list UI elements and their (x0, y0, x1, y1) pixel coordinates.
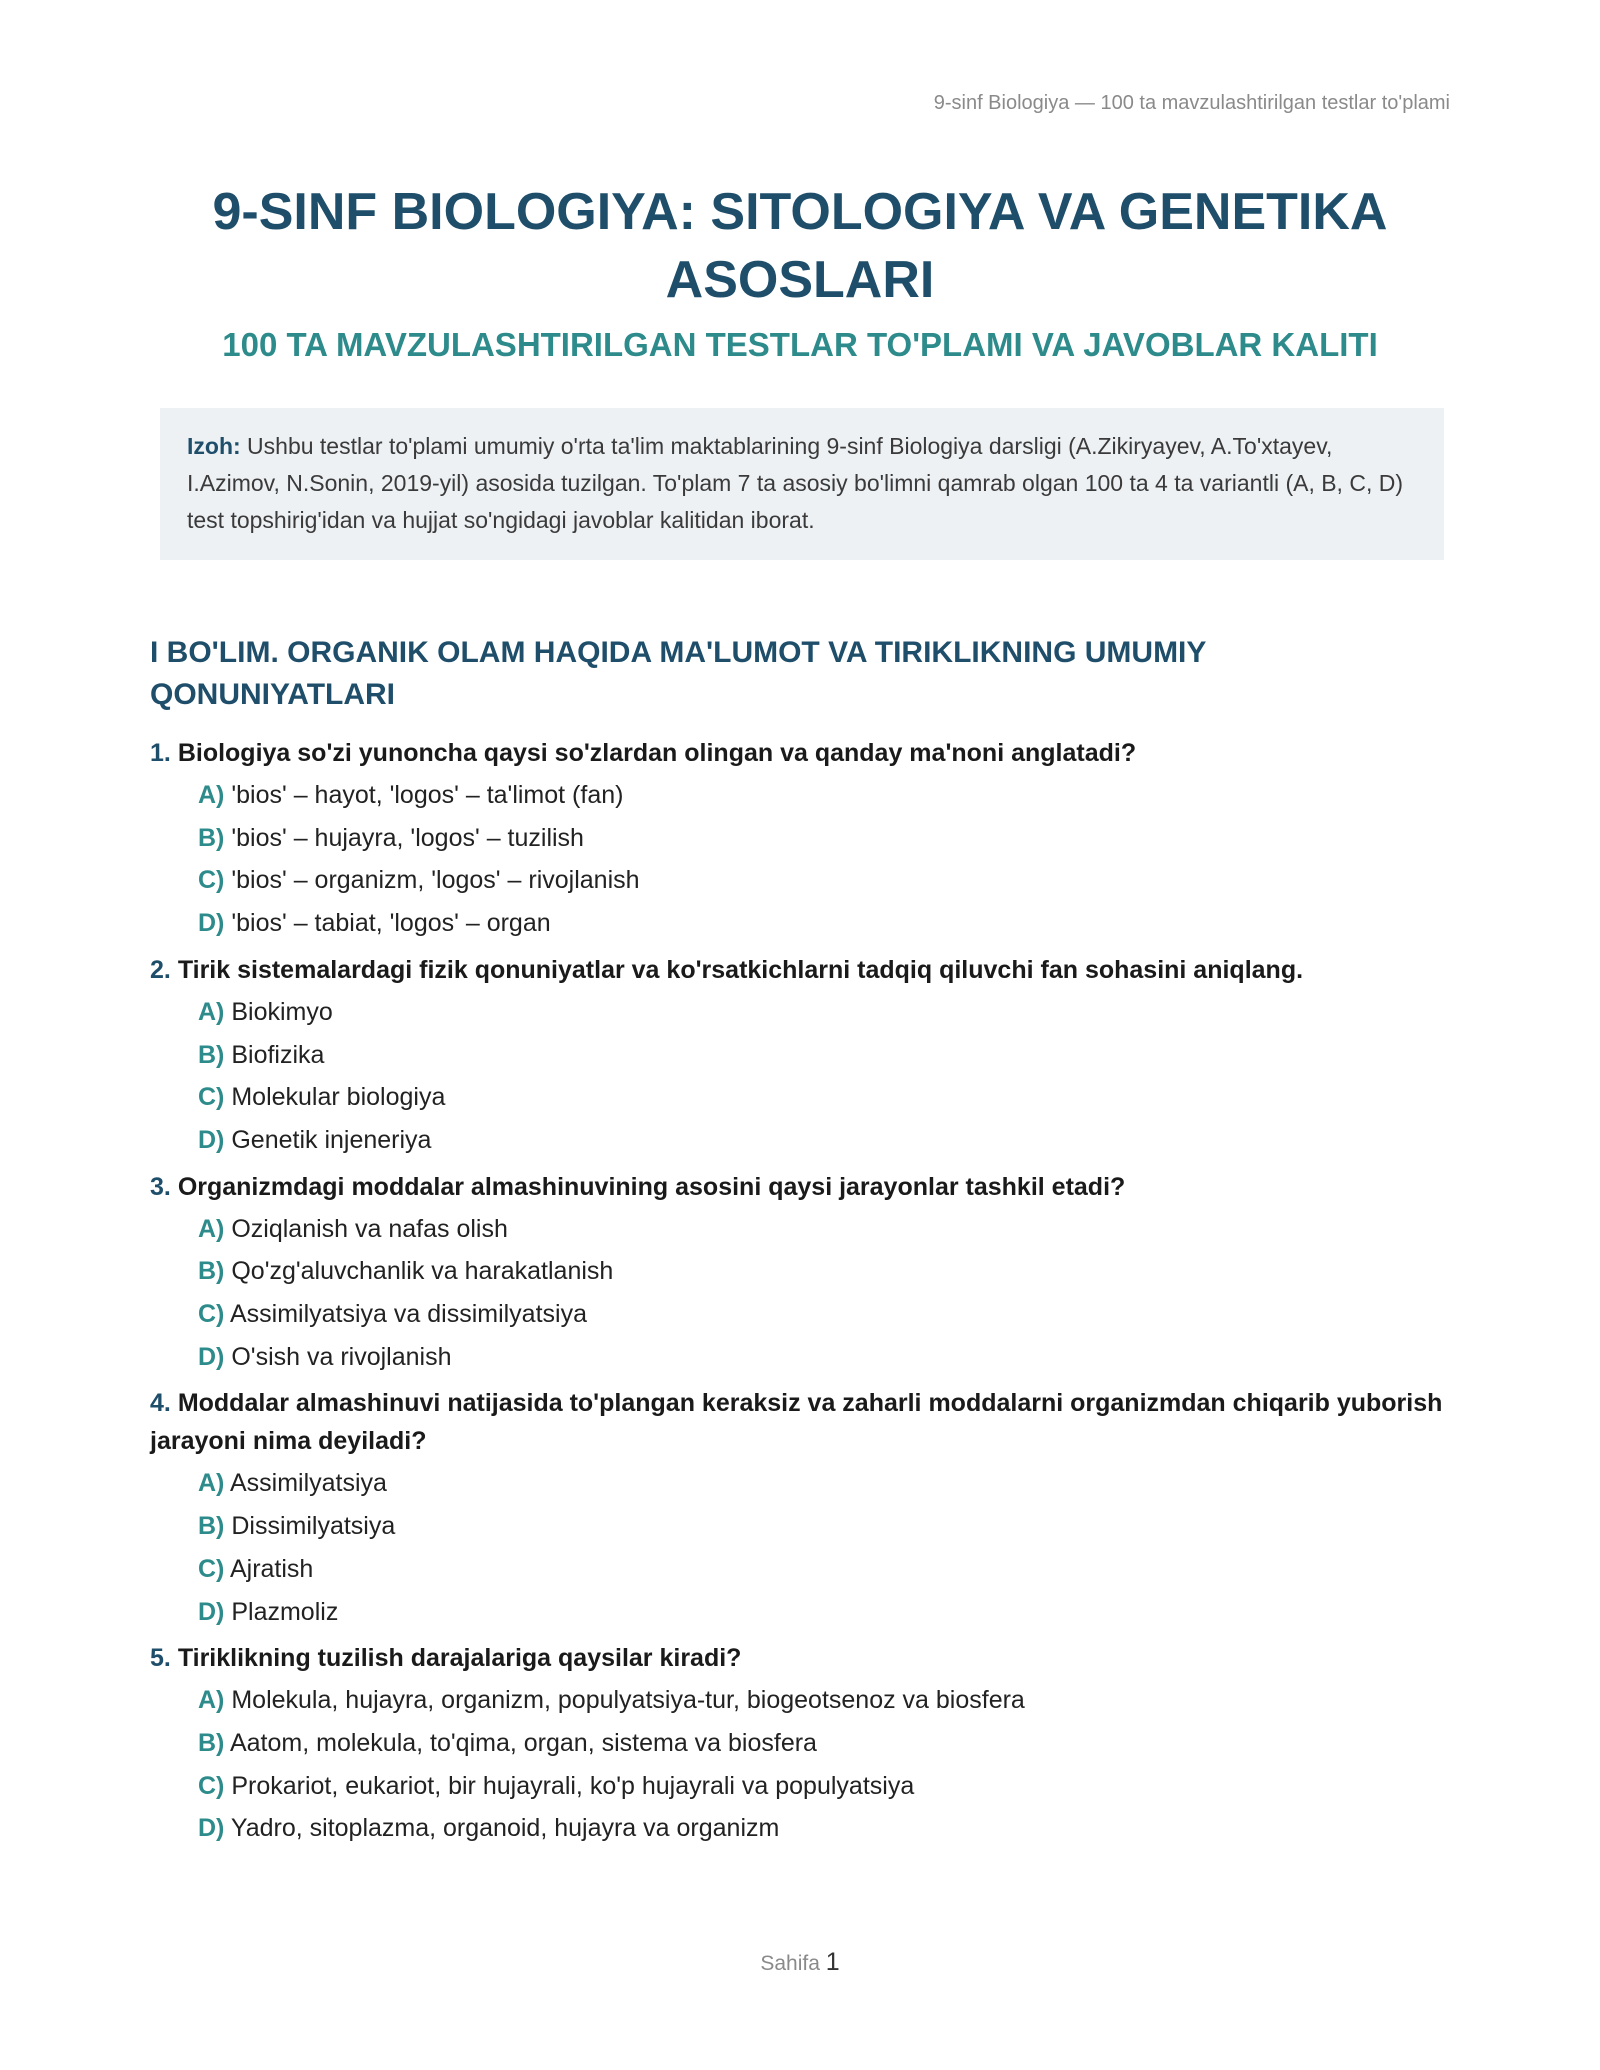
answer-option (198, 817, 1460, 860)
option-text: Plazmoliz (231, 1597, 339, 1626)
page-number: 1 (825, 1948, 840, 1976)
option-letter: C) (198, 1554, 225, 1583)
option-letter: A) (198, 1469, 225, 1498)
answer-option (198, 1679, 1460, 1722)
answer-option (198, 1336, 1460, 1379)
question-list (150, 734, 1460, 1856)
option-text: 'bios' – hujayra, 'logos' – tuzilish (231, 823, 584, 852)
answer-option (198, 1765, 1460, 1808)
question-body: Biologiya so'zi yunoncha qaysi so'zlardan olingan va qanday ma'noni anglatadi? (177, 739, 1137, 767)
option-text: Yadro, sitoplazma, organoid, hujayra va organizm (230, 1814, 780, 1843)
option-letter: D) (198, 1814, 225, 1843)
answer-option (198, 1119, 1460, 1162)
question-item (150, 734, 1460, 945)
answer-option (198, 1076, 1460, 1119)
answer-option (198, 859, 1460, 902)
option-text: Aatom, molekula, to'qima, organ, sistema va biosfera (229, 1728, 817, 1757)
note-label: Izoh: (187, 433, 241, 459)
answer-option (198, 1505, 1460, 1548)
option-letter: D) (198, 1597, 225, 1626)
answer-option (198, 1462, 1460, 1505)
answer-option (198, 1293, 1460, 1336)
option-letter: C) (198, 1300, 225, 1329)
document-subtitle: 100 TA MAVZULASHTIRILGAN TESTLAR TO'PLAMI VA JAVOBLAR KALITI (222, 326, 1378, 363)
page-footer (0, 1948, 1600, 1977)
option-letter: B) (198, 823, 225, 852)
option-text: O'sish va rivojlanish (231, 1342, 452, 1371)
answer-option (198, 902, 1460, 945)
document-title: 9-SINF BIOLOGIYA: SITOLOGIYA VA GENETIKA ASOSLARI (212, 183, 1388, 309)
option-text: Prokariot, eukariot, bir hujayrali, ko'p hujayrali va populyatsiya (231, 1771, 915, 1800)
answer-option (198, 1548, 1460, 1591)
question-number: 3. (150, 1172, 171, 1201)
running-header: 9-sinf Biologiya — 100 ta mavzulashtirilgan testlar to'plami (933, 92, 1450, 114)
option-letter: A) (198, 997, 225, 1026)
answer-option (198, 991, 1460, 1034)
note-text: Ushbu testlar to'plami umumiy o'rta ta'lim maktablarining 9-sinf Biologiya darsligi (A.Zikiryayev, A.To'xtayev, I.Azimov, N.Sonin, 2019-yil) asosida tuzilgan. To'plam 7 ta asosiy bo'limni qamrab olgan 100 ta 4 ta variantli (A, B, C, D) test topshirig'idan va hujjat so'ngidagi javoblar kalitidan iborat. (187, 433, 1404, 533)
question-item (150, 1384, 1460, 1633)
option-letter: A) (198, 781, 225, 809)
option-letter: D) (198, 1125, 225, 1154)
question-number: 5. (150, 1644, 171, 1673)
question-item (150, 1168, 1460, 1379)
option-text: Biofizika (231, 1040, 325, 1069)
section-heading: I BO'LIM. ORGANIK OLAM HAQIDA MA'LUMOT VA TIRIKLIKNING UMUMIY QONUNIYATLARI (150, 636, 1206, 711)
question-text (150, 734, 1460, 772)
question-text (150, 1384, 1460, 1460)
question-body: Moddalar almashinuvi natijasida to'plangan keraksiz va zaharli moddalarni organizmdan chiqarib yuborish jarayoni nima deyiladi? (150, 1389, 1443, 1456)
answer-option (198, 774, 1460, 817)
option-letter: B) (198, 1728, 225, 1757)
answer-option (198, 1250, 1460, 1293)
option-letter: D) (198, 1342, 225, 1371)
question-number: 1. (150, 739, 171, 767)
answer-option (198, 1591, 1460, 1634)
question-text (150, 1639, 1460, 1677)
option-text: Oziqlanish va nafas olish (231, 1214, 508, 1243)
option-text: 'bios' – organizm, 'logos' – rivojlanish (231, 866, 640, 895)
option-letter: C) (198, 1771, 225, 1800)
option-text: Qo'zg'aluvchanlik va harakatlanish (231, 1257, 614, 1286)
option-letter: A) (198, 1686, 225, 1715)
option-text: Molekular biologiya (231, 1083, 446, 1112)
option-letter: D) (198, 909, 225, 938)
question-body: Organizmdagi moddalar almashinuvining asosini qaysi jarayonlar tashkil etadi? (177, 1172, 1126, 1201)
question-text (150, 1168, 1460, 1206)
question-body: Tiriklikning tuzilish darajalariga qaysilar kiradi? (177, 1644, 742, 1673)
answer-option (198, 1034, 1460, 1077)
question-number: 4. (150, 1389, 171, 1418)
option-letter: C) (198, 866, 225, 895)
option-letter: B) (198, 1040, 225, 1069)
question-item (150, 1639, 1460, 1850)
question-item (150, 951, 1460, 1162)
option-letter: C) (198, 1083, 225, 1112)
question-number: 2. (150, 955, 171, 984)
option-letter: B) (198, 1512, 225, 1541)
option-text: 'bios' – tabiat, 'logos' – organ (231, 909, 551, 938)
option-text: Assimilyatsiya (229, 1469, 387, 1498)
option-text: Dissimilyatsiya (231, 1512, 396, 1541)
option-letter: A) (198, 1214, 225, 1243)
option-text: Assimilyatsiya va dissimilyatsiya (229, 1300, 587, 1329)
option-letter: B) (198, 1257, 225, 1286)
option-text: Biokimyo (231, 997, 333, 1026)
answer-option (198, 1208, 1460, 1251)
option-text: Molekula, hujayra, organizm, populyatsiya-tur, biogeotsenoz va biosfera (231, 1686, 1025, 1715)
answer-option (198, 1807, 1460, 1850)
option-text: Ajratish (229, 1554, 314, 1583)
option-text: Genetik injeneriya (231, 1125, 432, 1154)
question-text (150, 951, 1460, 989)
question-body: Tirik sistemalardagi fizik qonuniyatlar va ko'rsatkichlarni tadqiq qiluvchi fan sohasini aniqlang. (177, 955, 1304, 984)
note-box (160, 408, 1444, 560)
page-label: Sahifa (760, 1952, 820, 1975)
option-text: 'bios' – hayot, 'logos' – ta'limot (fan) (231, 781, 624, 809)
answer-option (198, 1722, 1460, 1765)
